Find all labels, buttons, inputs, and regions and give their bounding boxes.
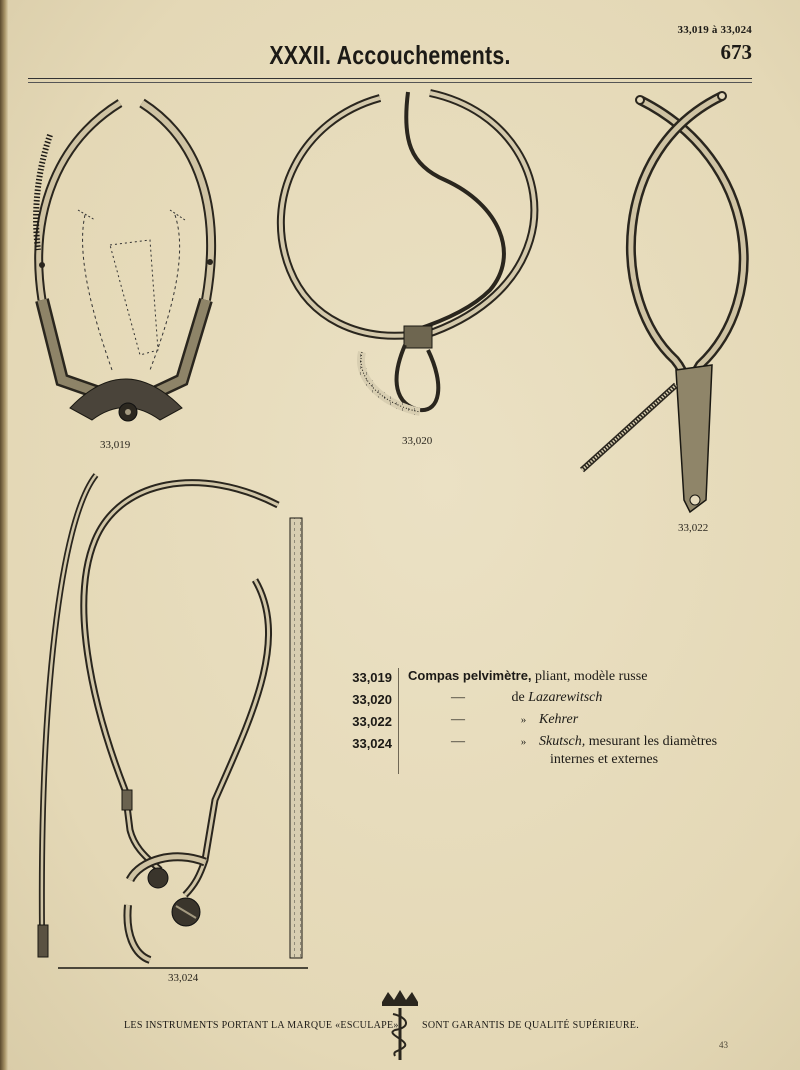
pelvimeter-33022-drawing	[582, 92, 744, 512]
item-details: mesurant les diamètres	[588, 734, 718, 749]
ditto-dash: —	[451, 690, 465, 705]
pelvimeter-33020-drawing	[281, 92, 535, 412]
item-details-continuation: internes et externes	[550, 752, 659, 767]
catalog-number: 33,024	[352, 736, 392, 751]
catalog-number: 33,020	[352, 692, 392, 707]
item-main-name: Compas pelvimètre,	[408, 668, 532, 683]
item-eponym: Lazarewitsch	[528, 690, 603, 705]
column-divider	[398, 668, 399, 690]
header-item-range: 33,019 à 33,024	[677, 24, 752, 36]
ditto-mark: »	[520, 736, 527, 748]
column-divider	[398, 712, 399, 734]
column-divider	[398, 734, 399, 774]
pelvimeter-33019-drawing	[36, 103, 213, 421]
catalog-row	[350, 668, 750, 690]
footer-guarantee-text: SONT GARANTIS DE QUALITÉ SUPÉRIEURE.	[422, 1020, 640, 1031]
catalog-row	[350, 690, 750, 712]
printer-signature-mark: 43	[719, 1040, 728, 1050]
item-eponym: Kehrer	[539, 712, 579, 727]
ditto-dash: —	[451, 712, 465, 727]
item-details: pliant, modèle russe	[535, 669, 648, 684]
ditto-dash: —	[451, 734, 465, 749]
page-number: 673	[720, 40, 752, 64]
item-prefix: de	[511, 690, 525, 705]
catalog-row	[350, 712, 750, 734]
figure-label-33019: 33,019	[100, 439, 131, 451]
catalog-description	[408, 712, 578, 728]
catalog-row	[350, 734, 750, 774]
footer-trademark-text: LES INSTRUMENTS PORTANT LA MARQUE «ESCULAPE»	[124, 1020, 399, 1031]
catalog-description	[408, 734, 717, 750]
catalog-number: 33,022	[352, 714, 392, 729]
figure-label-33020: 33,020	[402, 435, 433, 447]
pelvimeter-33024-drawing	[38, 475, 308, 968]
figure-label-33022: 33,022	[678, 522, 709, 534]
item-eponym: Skutsch,	[539, 734, 586, 749]
column-divider	[398, 690, 399, 712]
catalog-list	[350, 668, 750, 774]
figure-label-33024: 33,024	[168, 972, 199, 984]
ditto-mark: »	[520, 714, 527, 726]
catalog-description	[408, 668, 647, 685]
catalog-number: 33,019	[352, 670, 392, 685]
section-title: XXXII. Accouchements.	[269, 40, 511, 70]
catalog-description	[408, 690, 602, 706]
